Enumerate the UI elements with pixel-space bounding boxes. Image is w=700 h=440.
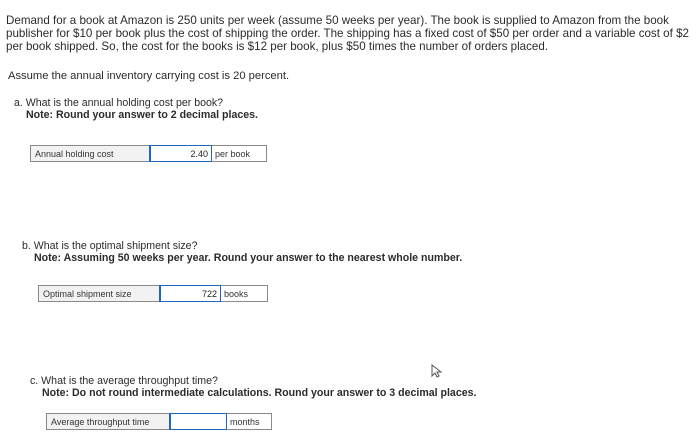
- question-b-note: [34, 252, 462, 264]
- question-a-note-text: Round your answer to 2 decimal places.: [56, 109, 258, 121]
- field-label-annual-holding-cost: Annual holding cost: [30, 145, 149, 162]
- question-a: [14, 97, 258, 121]
- answer-row-a: [30, 145, 267, 162]
- question-c-note-text: Do not round intermediate calculations. Round your answer to 3 decimal places.: [72, 387, 477, 399]
- mouse-pointer-icon: [431, 364, 443, 378]
- question-b-note-label: Note:: [34, 252, 62, 264]
- unit-months: months: [227, 413, 272, 430]
- question-b-text: b. What is the optimal shipment size?: [22, 240, 198, 252]
- question-a-note: [26, 109, 258, 121]
- annual-holding-cost-input[interactable]: 2.40: [149, 145, 212, 162]
- question-c: [30, 375, 476, 399]
- average-throughput-time-input[interactable]: [169, 413, 227, 430]
- problem-statement: Demand for a book at Amazon is 250 units per week (assume 50 weeks per year). The book is supplied to Amazon from the book publisher for $10 per book plus the cost of shipping the order. The shipping has a fixed cost of $50 per order and a variable cost of $2 per book shipped. So, the cost for the books is $12 per book, plus $50 times the number of orders placed.: [6, 14, 689, 53]
- question-b-note-text: Assuming 50 weeks per year. Round your answer to the nearest whole number.: [63, 252, 463, 264]
- question-a-text: a. What is the annual holding cost per book?: [14, 97, 224, 109]
- question-b: [22, 240, 462, 264]
- question-c-note-label: Note:: [42, 387, 70, 399]
- question-c-text: c. What is the average throughput time?: [30, 375, 218, 387]
- field-label-average-throughput-time: Average throughput time: [46, 413, 169, 430]
- unit-per-book: per book: [212, 145, 267, 162]
- question-a-note-label: Note:: [26, 109, 54, 121]
- assumption-text: Assume the annual inventory carrying cost is 20 percent.: [8, 70, 290, 82]
- answer-row-b: [38, 285, 268, 302]
- answer-row-c: [46, 413, 272, 430]
- optimal-shipment-size-input[interactable]: 722: [159, 285, 221, 302]
- field-label-optimal-shipment-size: Optimal shipment size: [38, 285, 159, 302]
- question-c-note: [42, 387, 476, 399]
- unit-books: books: [221, 285, 268, 302]
